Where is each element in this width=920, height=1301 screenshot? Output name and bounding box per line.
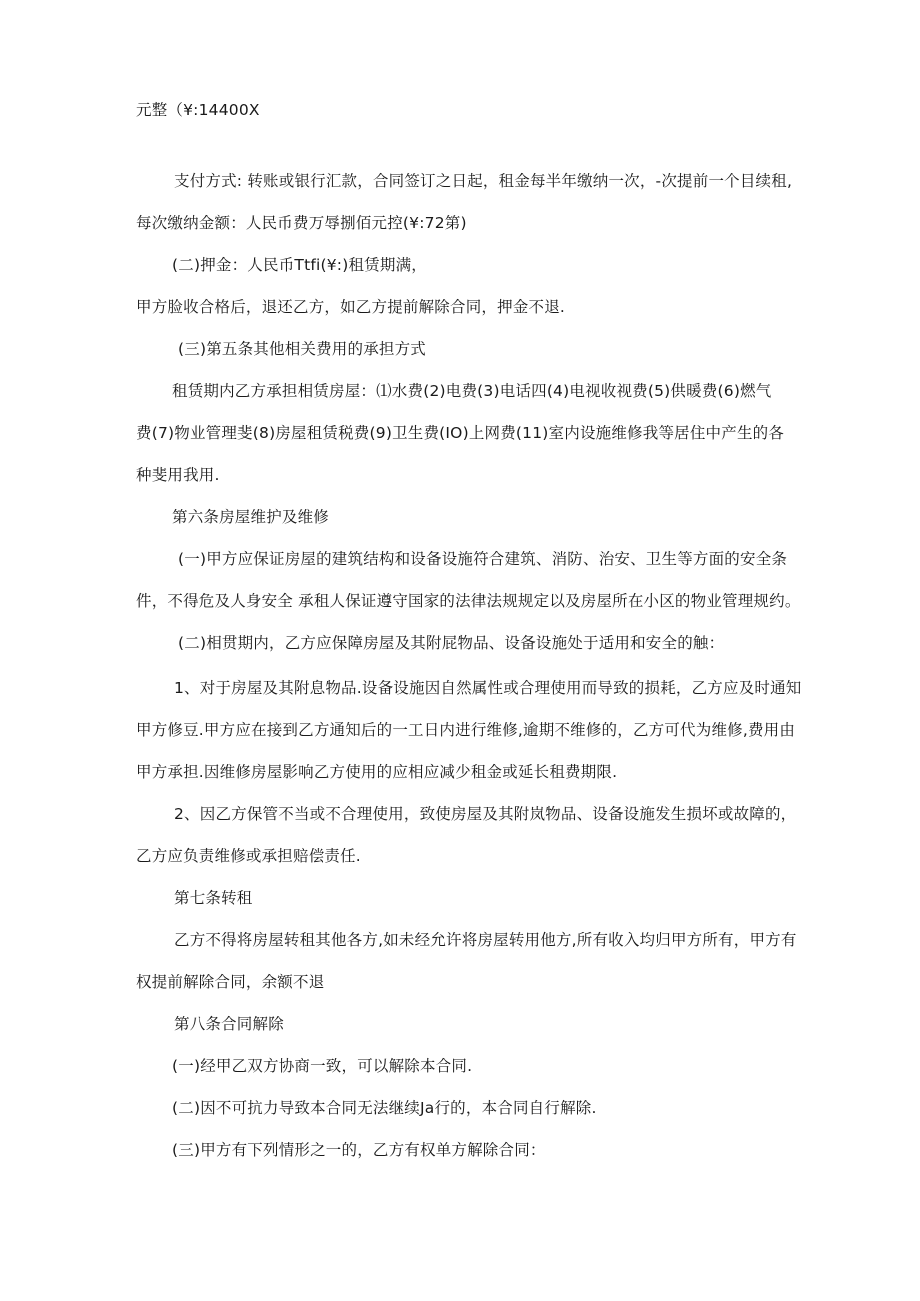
text-line: 租赁期内乙方承担相赁房屋：⑴水费(2)电费(3)电话四(4)电视收视费(5)供暖费(6)燃气: [172, 382, 772, 400]
text-line: 件，不得危及人身安全 承租人保证遵守国家的法律法规规定以及房屋所在小区的物业管理规约。: [136, 592, 801, 610]
text-line: 2、因乙方保管不当或不合理使用，致使房屋及其附岚物品、设备设施发生损坏或故障的，: [174, 805, 797, 823]
text-line: (二)相贯期内，乙方应保障房屋及其附屁物品、设备设施处于适用和安全的触：: [178, 634, 725, 652]
text-line: (一)甲方应保证房屋的建筑结构和设备设施符合建筑、消防、治安、卫生等方面的安全条: [178, 550, 788, 568]
text-line: 权提前解除合同，余额不退: [136, 973, 325, 991]
text-line: (一)经甲乙双方协商一致，可以解除本合同.: [172, 1057, 473, 1075]
text-line: (三)甲方有下列情形之一的，乙方有权单方解除合同：: [172, 1141, 546, 1159]
section-heading: 第七条转租: [174, 889, 253, 907]
section-heading: (三)第五条其他相关费用的承担方式: [178, 340, 426, 358]
text-line: 甲方脸收合格后，退还乙方，如乙方提前解除合同，押金不退.: [136, 298, 566, 316]
text-line: 种斐用我用.: [136, 466, 220, 484]
text-line: 每次缴纳金额：人民币费万辱捌佰元控(¥:72第): [136, 214, 467, 232]
text-line: 费(7)物业管理斐(8)房屋租赁税费(9)卫生费(IO)上网费(11)室内设施维修我等居住中产生的各: [136, 424, 785, 442]
text-line: 1、对于房屋及其附息物品.设备设施因自然属性或合理使用而导致的损耗，乙方应及时通知: [174, 679, 802, 697]
text-line: 甲方承担.因维修房屋影响乙方使用的应相应减少租金或延长租费期限.: [136, 763, 618, 781]
text-line: 元整（¥:14400X: [136, 101, 260, 119]
text-line: 支付方式: 转账或银行汇款，合同签订之日起，租金每半年缴纳一次，-次提前一个目续租,: [174, 172, 793, 190]
text-line: 乙方不得将房屋转租其他各方,如未经允许将房屋转用他方,所有收入均归甲方所有，甲方有: [174, 931, 797, 949]
text-line: 甲方修豆.甲方应在接到乙方通知后的一工日内进行维修,逾期不维修的，乙方可代为维修,费用由: [136, 721, 796, 739]
text-line: (二)因不可抗力导致本合同无法继续Ja行的，本合同自行解除.: [172, 1099, 597, 1117]
section-heading: 第八条合同解除: [174, 1015, 284, 1033]
text-line: (二)押金：人民币Ttfi(¥:)租赁期满，: [172, 256, 427, 274]
text-line: 乙方应负责维修或承担赔偿责任.: [136, 847, 361, 865]
section-heading: 第六条房屋维护及维修: [172, 508, 330, 526]
